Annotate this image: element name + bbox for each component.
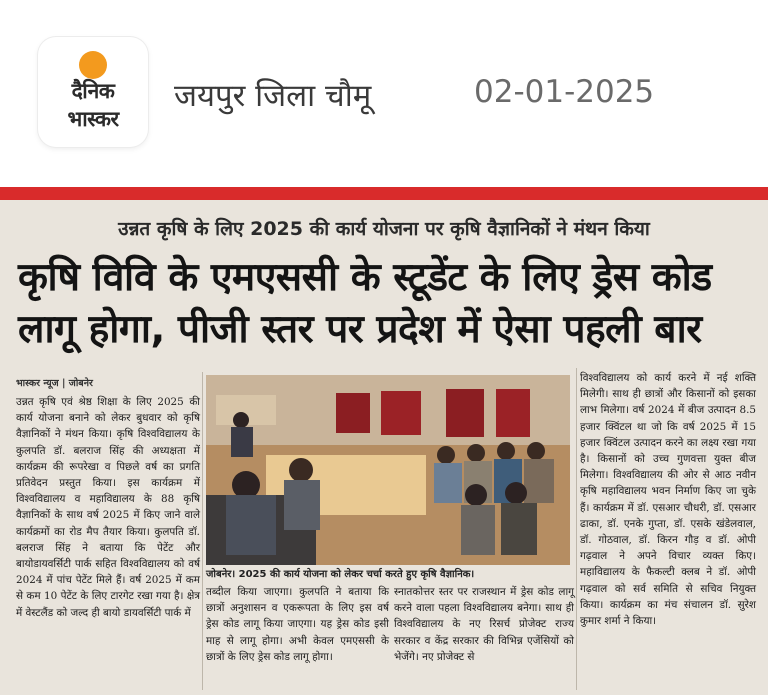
article-kicker: उन्नत कृषि के लिए 2025 की कार्य योजना पर कृषि वैज्ञानिकों ने मंथन किया <box>118 218 650 240</box>
sun-icon <box>79 51 107 79</box>
logo-text-line1: दैनिक <box>71 79 115 103</box>
headline-line-2: लागू होगा, पीजी स्तर पर प्रदेश में ऐसा पहली बार <box>18 307 702 352</box>
column-divider <box>202 372 203 690</box>
article-headline <box>18 252 758 356</box>
article-photo <box>206 375 570 565</box>
article-column-3: विश्वविद्यालय को कार्य करने में नई शक्ति मिलेगी। साथ ही छात्रों और किसानों को इसका लाभ मिलेगा। वर्ष 2024 में बीज उत्पादन 8.5 हजार क्विंटल था जो कि वर्ष 2025 में 15 हजार क्विंटल उत्पादन करने का लक्ष्य रखा गया है। किसानों को उच्च गुणवत्ता युक्त बीज मिलेगा। विश्वविद्यालय की ओर से आठ नवीन कृषि महाविद्यालय भवन निर्माण किए जा चुके हैं। कार्यक्रम में डॉ. एसआर चौधरी, डॉ. एसआर ढाका, डॉ. एनके गुप्ता, डॉ. एसके खंडेलवाल, डॉ. गोठवाल, डॉ. किरन गौड़ व डॉ. ओपी गढ़वाल ने अपने विचार व्यक्त किए। महाविद्यालय के फैकल्टी क्लब ने डॉ. ओपी गढ़वाल को सर्व समिति से सचिव नियुक्त किया। कार्यक्रम का मंच संचालन डॉ. सुरेश कुमार शर्मा ने किया। <box>580 372 756 628</box>
logo-text-line2: भास्कर <box>67 107 119 131</box>
article-column-2a: तब्दील किया जाएगा। कुलपति ने बताया कि छात्रों अनुशासन व एकरूपता के लिए इस वर्ष ड्रेस कोड लागू किया जाएगा। यह ड्रेस कोड इसी माह से लागू होगा। अभी केवल एमएससी के छात्रों के लिए ड्रेस कोड लागू होगा। <box>206 586 389 663</box>
article-column-2b: स्नातकोत्तर स्तर पर राजस्थान में ड्रेस कोड लागू करने वाला पहला विश्वविद्यालय बनेगा। साथ ही विश्वविद्यालय के नए रिसर्च प्रोजेक्ट राज्य सरकार व केंद्र सरकार की विभिन्न एजेंसियों को भेजेंगे। नए प्रोजेक्ट से <box>394 586 574 663</box>
edition-date: 02-01-2025 <box>474 74 655 110</box>
column-divider <box>576 368 577 690</box>
photo-caption: जोबनेर। 2025 की कार्य योजना को लेकर चर्चा करते हुए कृषि वैज्ञानिक। <box>206 569 475 580</box>
meeting-photo-illustration <box>206 375 570 565</box>
edition-title: जयपुर जिला चौमू <box>174 78 372 114</box>
app-header <box>0 0 768 180</box>
accent-bar <box>0 187 768 200</box>
dainik-bhaskar-logo[interactable] <box>38 37 148 147</box>
headline-line-1: कृषि विवि के एमएससी के स्टूडेंट के लिए ड्रेस कोड <box>18 255 712 300</box>
article-byline: भास्कर न्यूज | जोबनेर <box>16 378 93 389</box>
article-column-1: उन्नत कृषि एवं श्रेष्ठ शिक्षा के लिए 2025 की कार्य योजना बनाने को लेकर बुधवार को कृषि वैज्ञानिकों ने मंथन किया। कृषि विश्वविद्यालय के कुलपति डॉ. बलराज सिंह की अध्यक्षता में कार्यक्रम की रूपरेखा व पिछले वर्ष का प्रगति प्रतिवेदन प्रस्तुत किया। इस कार्यक्रम में विश्वविद्यालय व महाविद्यालय के 88 कृषि वैज्ञानिकों के साथ वर्ष 2025 में किए जाने वाले कार्यक्रमों का रोड मैप तैयार किया। कुलपति डॉ. बलराज सिंह ने बताया कि पेटेंट और बायोडायवर्सिटी पार्क सहित विश्वविद्यालय को वर्ष 2024 में पांच पेटेंट मिले हैं। वर्ष 2025 में कम से कम 10 पेटेंट के लिए टारगेट रखा गया है। क्षेत्र में वेस्टलैंड को जल्द ही बायो डायवर्सिटी पार्क में <box>16 396 200 619</box>
